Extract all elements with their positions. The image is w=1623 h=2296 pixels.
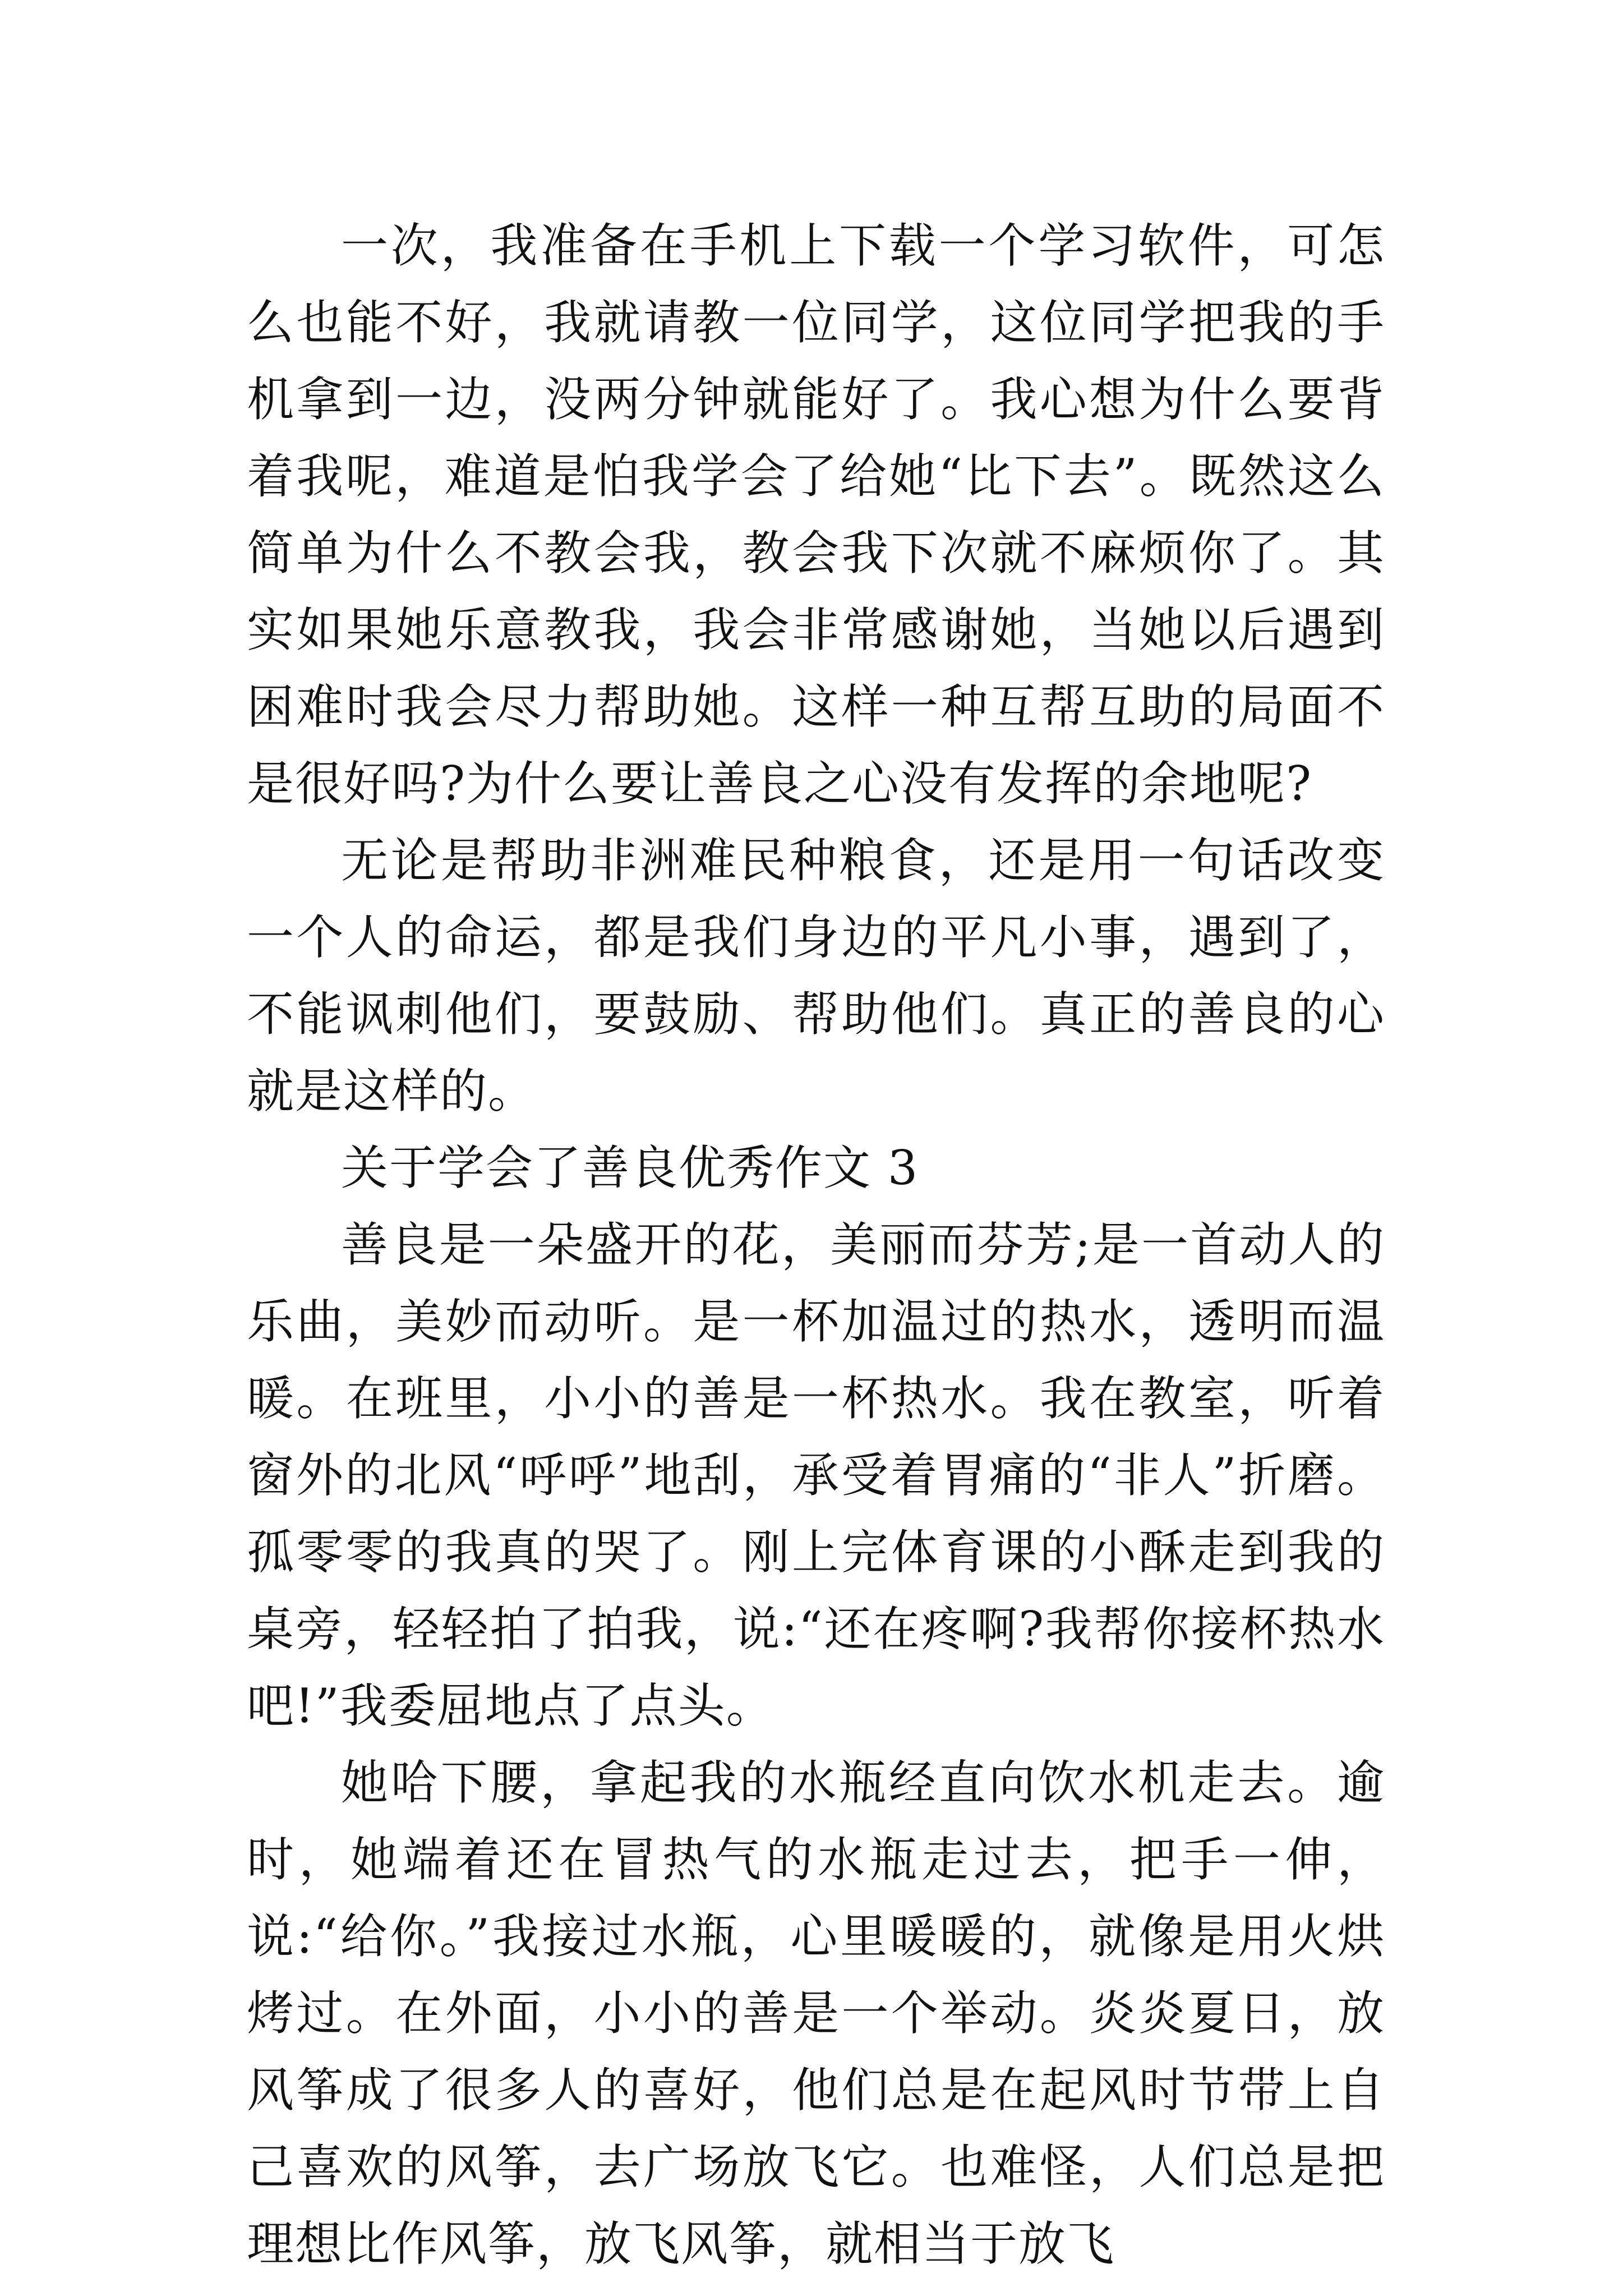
- paragraph-download-app: 一次，我准备在手机上下载一个学习软件，可怎么也能不好，我就请教一位同学，这位同学把我的手机拿到一边，没两分钟就能好了。我心想为什么要背着我呢，难道是怕我学会了给她“比下去”。既然这么简单为什么不教会我，教会我下次就不麻烦你了。其实如果她乐意教我，我会非常感谢她，当她以后遇到困难时我会尽力帮助她。这样一种互帮互助的局面不是很好吗?为什么要让善良之心没有发挥的余地呢?: [247, 218, 1385, 811]
- paragraph-helping-others: 无论是帮助非洲难民种粮食，还是用一句话改变一个人的命运，都是我们身边的平凡小事，遇到了，不能讽刺他们，要鼓励、帮助他们。真正的善良的心就是这样的。: [247, 833, 1385, 1119]
- document-body: [247, 208, 1385, 2283]
- essay-heading: 关于学会了善良优秀作文 3: [341, 1140, 919, 1195]
- paragraph-kindness-flower: 善良是一朵盛开的花，美丽而芬芳;是一首动人的乐曲，美妙而动听。是一杯加温过的热水，透明而温暖。在班里，小小的善是一杯热水。我在教室，听着窗外的北风“呼呼”地刮，承受着胃痛的“非人”折磨。孤零零的我真的哭了。刚上完体育课的小酥走到我的桌旁，轻轻拍了拍我，说:“还在疼啊?我帮你接杯热水吧!”我委屈地点了点头。: [247, 1217, 1385, 1733]
- paragraph-water-bottle: 她哈下腰，拿起我的水瓶经直向饮水机走去。逾时，她端着还在冒热气的水瓶走过去，把手一伸，说:“给你。”我接过水瓶，心里暖暖的，就像是用火烘烤过。在外面，小小的善是一个举动。炎炎夏日，放风筝成了很多人的喜好，他们总是在起风时节带上自己喜欢的风筝，去广场放飞它。也难怪，人们总是把理想比作风筝，放飞风筝，就相当于放飞: [247, 1755, 1385, 2271]
